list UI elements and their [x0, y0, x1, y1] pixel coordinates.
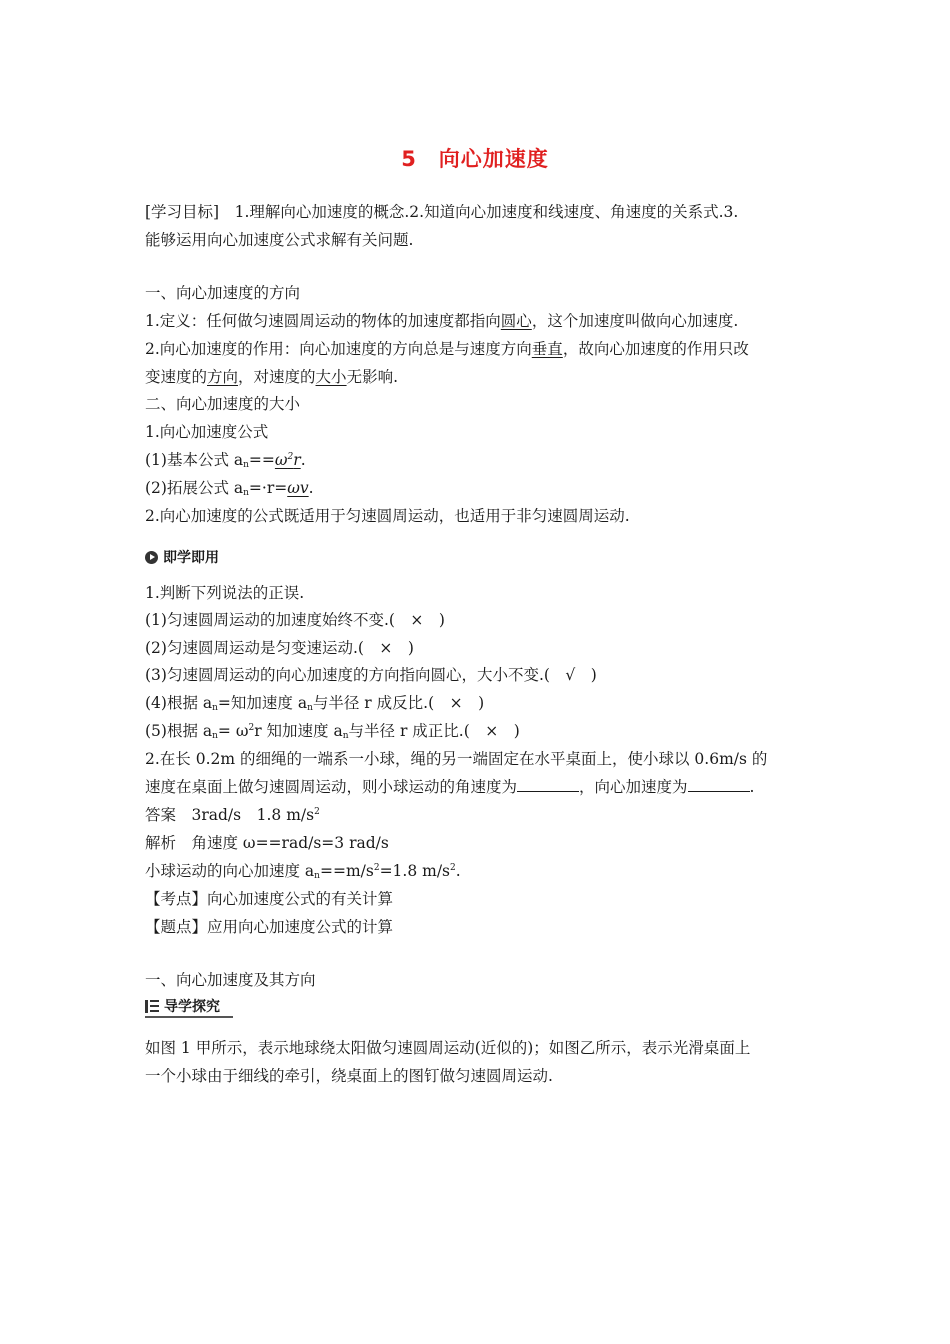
learning-goals-line-1: [学习目标] 1.理解向心加速度的概念.2.知道向心加速度和线速度、角速度的关系式.3.	[145, 203, 739, 221]
section-heading-direction: 一、向心加速度的方向	[145, 284, 301, 302]
extended-formula: (2)拓展公式 $a_n=\cdot r=\omega v$.	[145, 479, 314, 498]
question-1: 1.判断下列说法的正误.	[145, 584, 305, 602]
topic-point: 【题点】应用向心加速度公式的计算	[145, 918, 394, 936]
statement-4: (4)根据 $a_n=$知加速度 $a_n$与半径 r 成反比.( × )	[145, 694, 485, 713]
statement-1: (1)匀速圆周运动的加速度始终不变.( × )	[145, 611, 445, 629]
formula-title: 1.向心加速度公式	[145, 423, 269, 441]
play-circle-icon	[145, 551, 158, 564]
definition-line: 1.定义：任何做匀速圆周运动的物体的加速度都指向圆心，这个加速度叫做向心加速度.	[145, 312, 739, 330]
guide-heading-rule	[145, 1016, 233, 1018]
role-line-2: 变速度的方向，对速度的大小无影响.	[145, 368, 398, 386]
knowledge-point: 【考点】向心加速度公式的有关计算	[145, 890, 394, 908]
formula-applicability-note: 2.向心加速度的公式既适用于匀速圆周运动，也适用于非匀速圆周运动.	[145, 507, 630, 525]
statement-3: (3)匀速圆周运动的向心加速度的方向指向圆心，大小不变.( √ )	[145, 666, 597, 684]
answer-blank	[688, 777, 750, 792]
basic-formula: (1)基本公式 $a_n==\omega^2r$.	[145, 451, 306, 470]
role-line-1: 2.向心加速度的作用：向心加速度的方向总是与速度方向垂直，故向心加速度的作用只改	[145, 340, 749, 358]
solution-line-2: 小球运动的向心加速度 $a_n==m/s^2=1.8$ $m/s^2$.	[145, 862, 461, 881]
practice-heading: 即学即用	[145, 547, 219, 567]
statement-2: (2)匀速圆周运动是匀变速运动.( × )	[145, 639, 414, 657]
section-heading-magnitude: 二、向心加速度的大小	[145, 395, 301, 413]
question-2-line-2: 速度在桌面上做匀速圆周运动，则小球运动的角速度为 ，向心加速度为 .	[145, 778, 755, 796]
guide-heading: 导学探究	[145, 996, 220, 1016]
page-title: 5 向心加速度	[401, 147, 549, 171]
paragraph-line-1: 如图 1 甲所示，表示地球绕太阳做匀速圆周运动(近似的)；如图乙所示，表示光滑桌面上	[145, 1039, 751, 1057]
section-heading-direction-explore: 一、向心加速度及其方向	[145, 971, 316, 989]
paragraph-line-2: 一个小球由于细线的牵引，绕桌面上的图钉做匀速圆周运动.	[145, 1067, 553, 1085]
answer-line: 答案 3rad/s 1.8 $m/s^2$	[145, 806, 320, 824]
statement-5: (5)根据 $a_n= \omega^2r$ 知加速度 $a_n$与半径 r 成正比.( × )	[145, 722, 520, 741]
question-2-line-1: 2.在长 0.2m 的细绳的一端系一小球，绳的另一端固定在水平桌面上，使小球以 0.6m/s 的	[145, 750, 768, 768]
list-icon	[145, 1000, 159, 1013]
solution-line-1: 解析 角速度 ω==rad/s=3 rad/s	[145, 834, 389, 852]
answer-blank	[517, 777, 579, 792]
learning-goals-line-2: 能够运用向心加速度公式求解有关问题.	[145, 231, 414, 249]
